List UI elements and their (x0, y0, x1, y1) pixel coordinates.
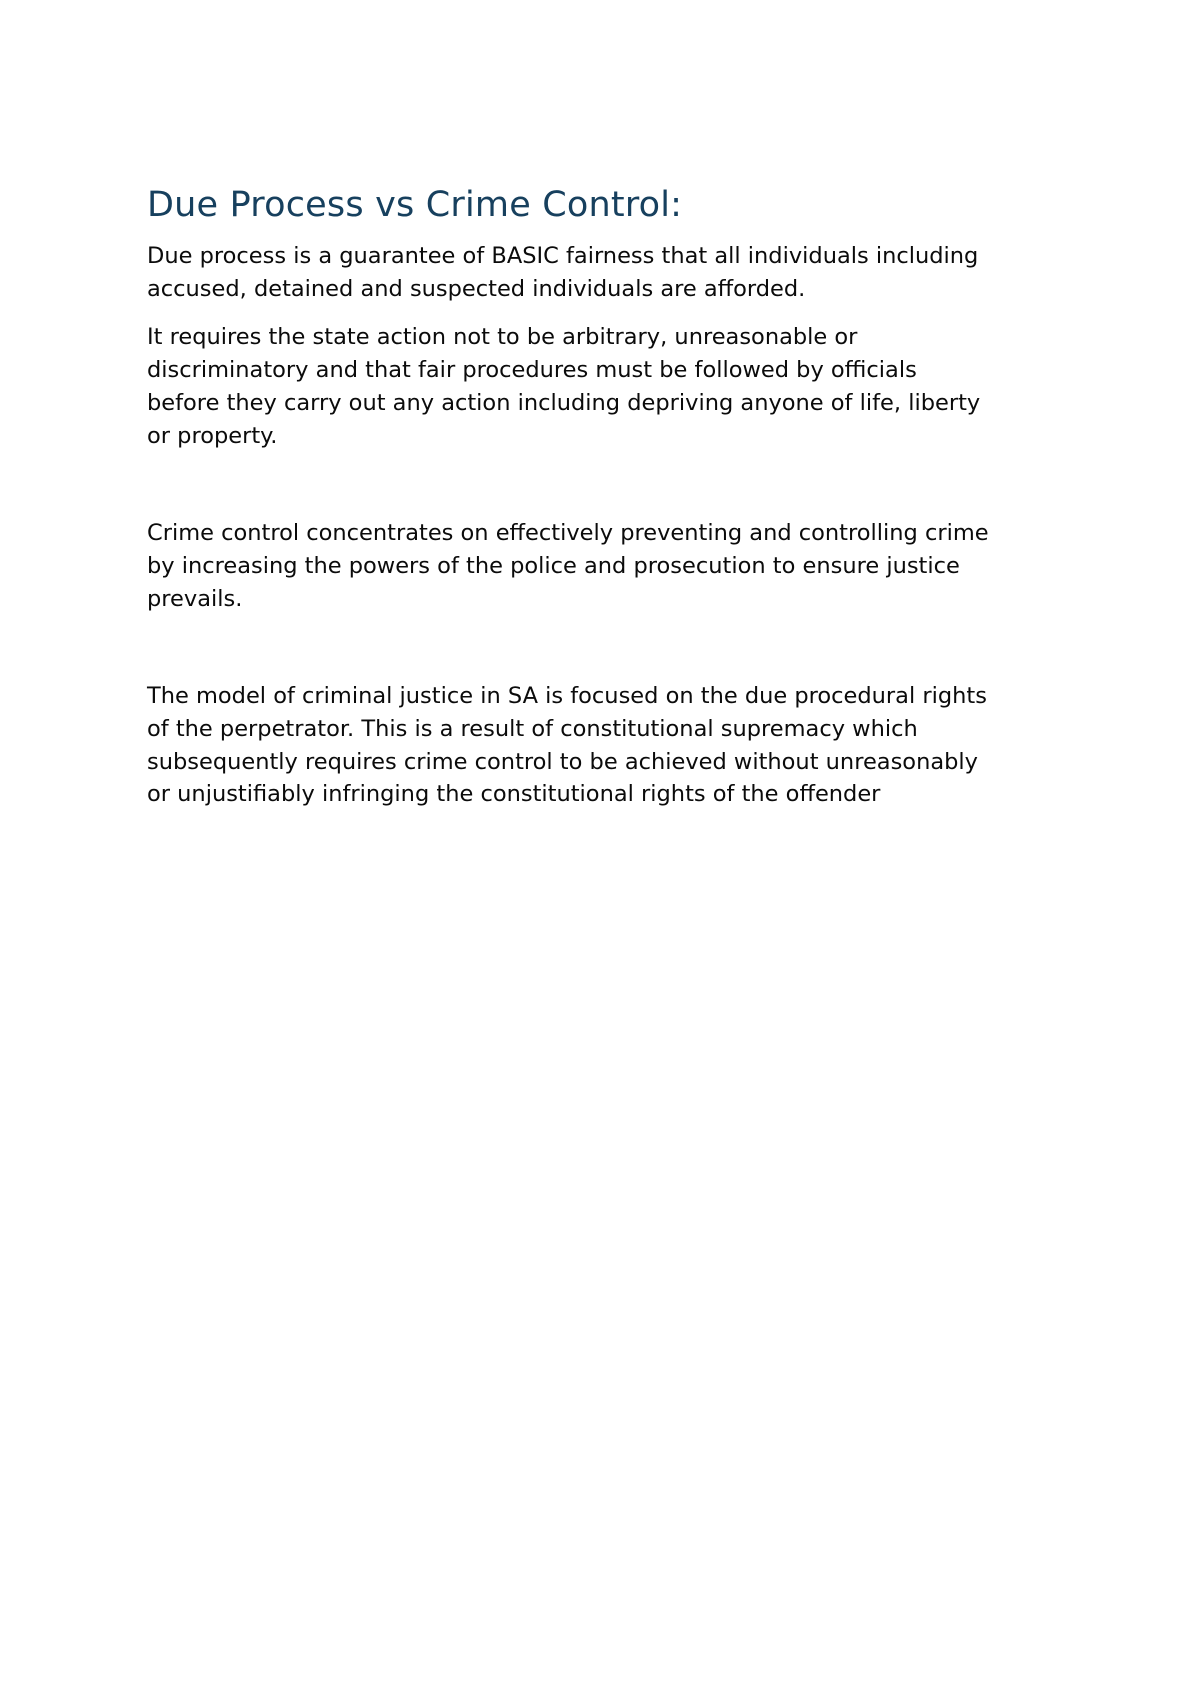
text-line: The model of criminal justice in SA is focused on the due procedural rights (147, 683, 987, 710)
text-line: or property. (147, 422, 278, 449)
text-line: accused, detained and suspected individuals are afforded. (147, 275, 806, 302)
text-line: It requires the state action not to be arbitrary, unreasonable or (147, 324, 858, 351)
text-line: Due process is a guarantee of BASIC fairness that all individuals including (147, 243, 979, 269)
text-line: by increasing the powers of the police and prosecution to ensure justice (147, 552, 960, 579)
paragraph-due-process-definition (147, 240, 1077, 305)
paragraph-crime-control (147, 517, 1077, 615)
paragraph-sa-model (147, 680, 1077, 811)
document-body (147, 182, 1077, 811)
text-line: of the perpetrator. This is a result of constitutional supremacy which (147, 716, 918, 743)
paragraph-due-process-requirements (147, 321, 1077, 452)
text-line: Crime control concentrates on effectively preventing and controlling crime (147, 520, 989, 547)
text-line: before they carry out any action including depriving anyone of life, liberty (147, 389, 981, 416)
text-line: or unjustifiably infringing the constitutional rights of the offender (147, 781, 881, 808)
text-line: discriminatory and that fair procedures must be followed by officials (147, 357, 917, 384)
text-line: prevails. (147, 585, 243, 612)
document-title: Due Process vs Crime Control: (147, 185, 683, 225)
text-line: subsequently requires crime control to be achieved without unreasonably (147, 748, 978, 775)
